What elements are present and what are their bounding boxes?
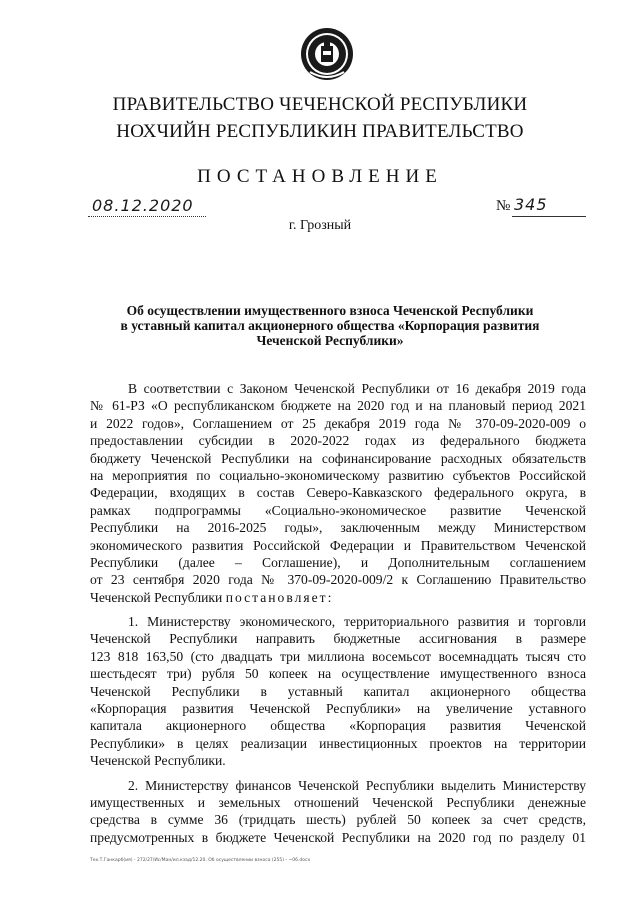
government-name-russian: ПРАВИТЕЛЬСТВО ЧЕЧЕНСКОЙ РЕСПУБЛИКИ bbox=[112, 94, 528, 115]
text-line: от 23 сентября 2020 года № 370-09-2020-009/2 к Соглашению Правительство bbox=[90, 572, 586, 588]
file-path-footer: Тех.Т.Ганкарб(ия) - 272/27/Ис/Ман/ил.кзад/12.20. Об осуществлении взноса (255) - ~06.docx bbox=[90, 858, 311, 863]
text-line: Чеченской Республики. bbox=[90, 753, 226, 769]
text-line: шестьдесят три) рубля 50 копеек на осуществление имущественного взноса bbox=[90, 666, 586, 682]
text-line: 1. Министерству экономического, территориального развития и торговли bbox=[128, 614, 586, 630]
text-line: 123 818 163,50 (сто двадцать три миллиона восемьсот восемнадцать тысяч сто bbox=[90, 648, 586, 664]
text-line: Чеченской Республики в уставный капитал акционерного общества bbox=[90, 683, 586, 699]
text-line: имущественных и земельных отношений Чеченской Республики денежные bbox=[90, 794, 586, 810]
document-number: 345 bbox=[514, 195, 548, 214]
number-label: № bbox=[496, 198, 511, 214]
coat-of-arms-emblem bbox=[300, 24, 354, 84]
text-line: Федерации, входящих в состав Северо-Кавказского федерального округа, в bbox=[90, 485, 586, 501]
text-line: бюджету Чеченской Республики на софинансирование расходных обязательств bbox=[90, 450, 586, 466]
text-line bbox=[90, 589, 586, 606]
text-line: В соответствии с Законом Чеченской Республики от 16 декабря 2019 года bbox=[128, 381, 586, 396]
text-line: капитала акционерного общества «Корпорация развития Чеченской bbox=[90, 718, 586, 734]
title-line: Об осуществлении имущественного взноса Чеченской Республики bbox=[126, 303, 534, 318]
document-type-heading: ПОСТАНОВЛЕНИЕ bbox=[197, 166, 443, 187]
document-title bbox=[80, 303, 580, 348]
title-line: в уставный капитал акционерного общества «Корпорация развития bbox=[120, 318, 540, 333]
text-line: Республики (далее – Соглашение), и Дополнительным соглашением bbox=[90, 554, 586, 570]
government-name-chechen: НОХЧИЙН РЕСПУБЛИКИН ПРАВИТЕЛЬСТВО bbox=[116, 121, 524, 142]
text-line: предоставлении субсидии в 2020-2022 годах из федерального бюджета bbox=[90, 433, 586, 449]
text-line: на мероприятия по социально-экономическому развитию субъектов Российской bbox=[90, 467, 586, 483]
text-line: рамках подпрограммы «Социально-экономическое развитие Чеченской bbox=[90, 502, 586, 518]
preamble-end-text: Чеченской Республики bbox=[90, 589, 223, 605]
number-underline bbox=[512, 216, 586, 217]
text-line: № 61-РЗ «О республиканском бюджете на 2020 год и на плановый период 2021 bbox=[90, 398, 586, 414]
text-line: Республики» в целях реализации инвестиционных проектов на территории bbox=[90, 735, 586, 751]
text-line: и 2022 годов», Соглашением от 25 декабря 2019 года № 370-09-2020-009 о bbox=[90, 415, 586, 431]
text-line: 2. Министерству финансов Чеченской Республики выделить Министерству bbox=[128, 777, 586, 793]
date-underline bbox=[88, 216, 206, 217]
title-line: Чеченской Республики» bbox=[256, 333, 404, 348]
document-date: 08.12.2020 bbox=[92, 196, 194, 215]
text-line: «Корпорация развития Чеченской Республики» на увеличение уставного bbox=[90, 701, 586, 717]
city-name: г. Грозный bbox=[288, 218, 352, 233]
text-line: Чеченской Республики направить бюджетные ассигнования в размере bbox=[90, 631, 586, 647]
text-line: предусмотренных в бюджете Чеченской Республики на 2020 год по разделу 01 bbox=[90, 829, 586, 845]
text-line: средства в сумме 36 (тридцать шесть) рублей 50 копеек за счет средств, bbox=[90, 812, 586, 828]
resolves-word: постановляет: bbox=[225, 589, 334, 605]
text-line: Республики на 2016-2025 годы», заключенным между Министерством bbox=[90, 520, 586, 536]
text-line: экономического развития Российской Федерации и Правительством Чеченской bbox=[90, 537, 586, 553]
document-body bbox=[90, 380, 586, 846]
